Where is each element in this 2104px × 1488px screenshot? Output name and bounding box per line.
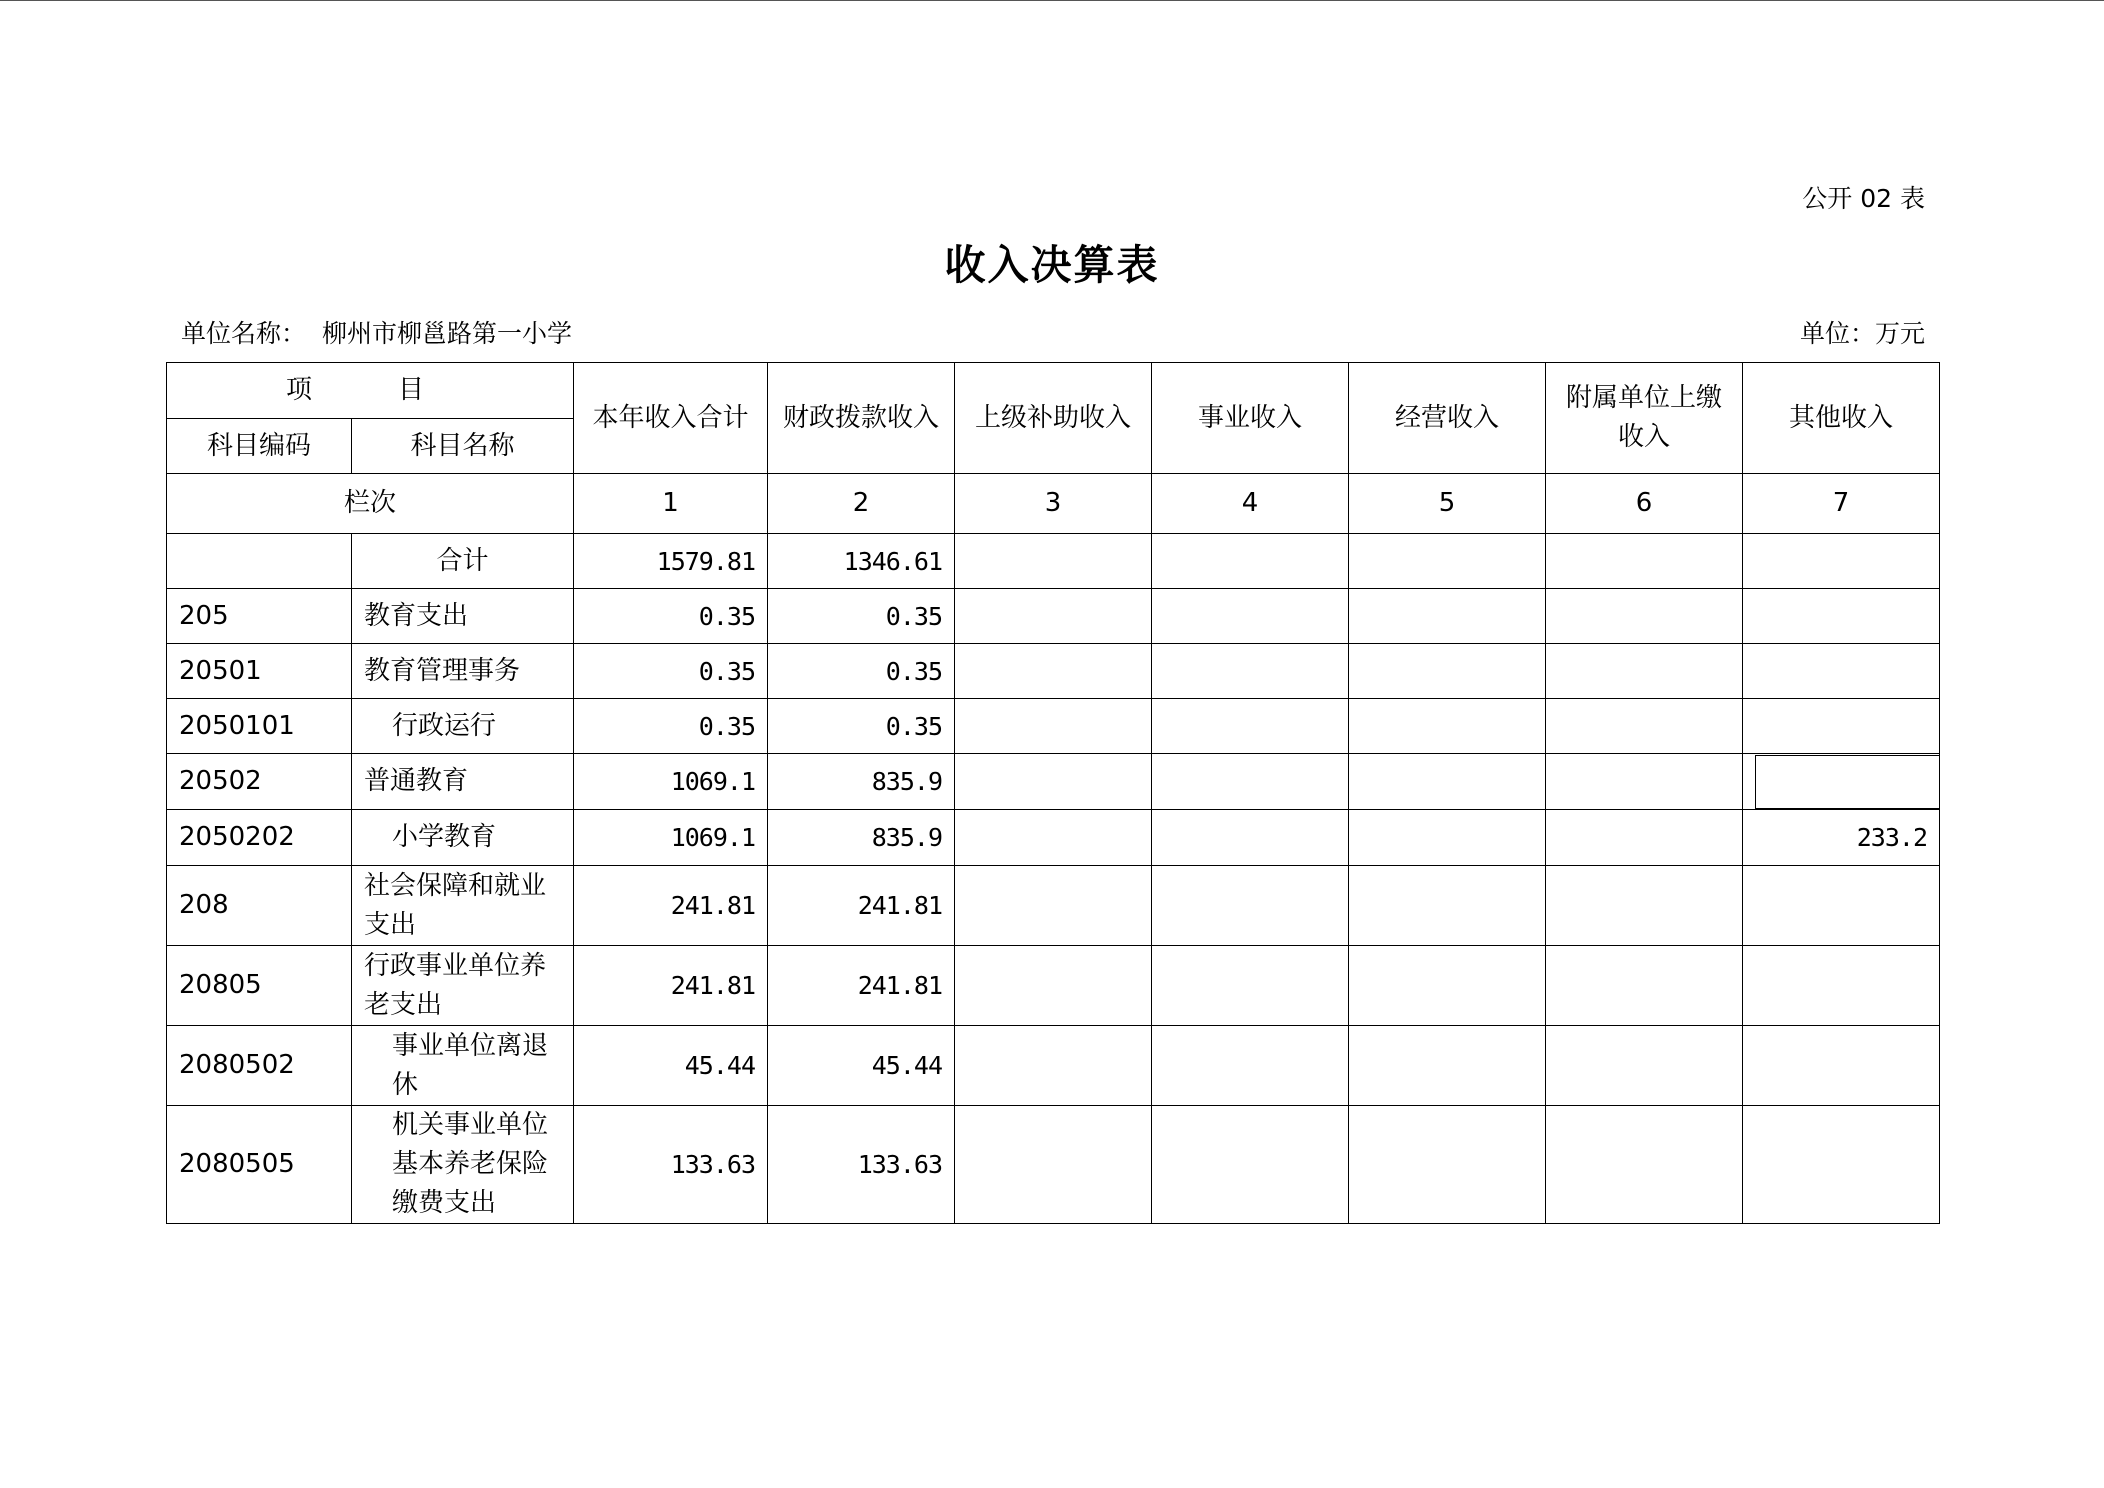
column-index-2: 2 bbox=[768, 474, 955, 534]
row-business-income bbox=[1152, 810, 1349, 866]
row-operating-income bbox=[1349, 1106, 1546, 1224]
row-code: 2080502 bbox=[167, 1026, 352, 1106]
row-superior-income bbox=[955, 946, 1152, 1026]
row-name: 机关事业单位基本养老保险缴费支出 bbox=[352, 1106, 574, 1224]
row-total-income: 1579.81 bbox=[574, 534, 768, 589]
row-superior-income bbox=[955, 1026, 1152, 1106]
row-fiscal-income: 241.81 bbox=[768, 866, 955, 946]
table-row bbox=[167, 946, 1940, 1026]
table-row bbox=[167, 810, 1940, 866]
row-affiliated-income bbox=[1546, 589, 1743, 644]
table-row-total bbox=[167, 534, 1940, 589]
row-name: 社会保障和就业支出 bbox=[352, 866, 574, 946]
row-superior-income bbox=[955, 589, 1152, 644]
row-superior-income bbox=[955, 810, 1152, 866]
column-index-1: 1 bbox=[574, 474, 768, 534]
row-code: 20805 bbox=[167, 946, 352, 1026]
row-operating-income bbox=[1349, 866, 1546, 946]
row-business-income bbox=[1152, 946, 1349, 1026]
row-name: 教育支出 bbox=[352, 589, 574, 644]
row-fiscal-income: 0.35 bbox=[768, 589, 955, 644]
row-affiliated-income bbox=[1546, 866, 1743, 946]
column-header-affiliated: 附属单位上缴收入 bbox=[1546, 363, 1743, 474]
row-superior-income bbox=[955, 644, 1152, 699]
row-total-income: 241.81 bbox=[574, 866, 768, 946]
row-operating-income bbox=[1349, 534, 1546, 589]
top-rule bbox=[0, 0, 2104, 1]
row-superior-income bbox=[955, 534, 1152, 589]
row-superior-income bbox=[955, 699, 1152, 754]
row-fiscal-income: 133.63 bbox=[768, 1106, 955, 1224]
row-affiliated-income bbox=[1546, 946, 1743, 1026]
page-title: 收入决算表 bbox=[944, 241, 1160, 289]
row-fiscal-income: 45.44 bbox=[768, 1026, 955, 1106]
row-business-income bbox=[1152, 1106, 1349, 1224]
column-header-total: 本年收入合计 bbox=[574, 363, 768, 474]
row-total-income: 45.44 bbox=[574, 1026, 768, 1106]
income-final-accounts-table bbox=[166, 362, 1940, 1224]
name-header: 科目名称 bbox=[352, 419, 574, 474]
row-total-income: 0.35 bbox=[574, 644, 768, 699]
row-other-income bbox=[1743, 644, 1940, 699]
row-total-income: 1069.1 bbox=[574, 810, 768, 866]
row-operating-income bbox=[1349, 1026, 1546, 1106]
unit-name-line bbox=[181, 317, 572, 351]
row-business-income bbox=[1152, 1026, 1349, 1106]
row-fiscal-income: 835.9 bbox=[768, 754, 955, 810]
row-code: 208 bbox=[167, 866, 352, 946]
column-index-4: 4 bbox=[1152, 474, 1349, 534]
row-operating-income bbox=[1349, 754, 1546, 810]
row-name: 小学教育 bbox=[352, 810, 574, 866]
column-header-business: 事业收入 bbox=[1152, 363, 1349, 474]
row-affiliated-income bbox=[1546, 1026, 1743, 1106]
row-operating-income bbox=[1349, 946, 1546, 1026]
row-total-income: 241.81 bbox=[574, 946, 768, 1026]
row-business-income bbox=[1152, 866, 1349, 946]
table-row bbox=[167, 1026, 1940, 1106]
form-number: 公开 02 表 bbox=[1802, 184, 1925, 213]
row-affiliated-income bbox=[1546, 534, 1743, 589]
unit-name-label: 单位名称： bbox=[181, 319, 307, 348]
row-operating-income bbox=[1349, 644, 1546, 699]
row-superior-income bbox=[955, 754, 1152, 810]
column-index-label: 栏次 bbox=[167, 474, 574, 534]
row-other-income bbox=[1743, 866, 1940, 946]
column-index-7: 7 bbox=[1743, 474, 1940, 534]
row-total-income: 0.35 bbox=[574, 589, 768, 644]
table-row bbox=[167, 699, 1940, 754]
row-code: 20502 bbox=[167, 754, 352, 810]
row-total-income: 0.35 bbox=[574, 699, 768, 754]
column-header-superior: 上级补助收入 bbox=[955, 363, 1152, 474]
column-index-3: 3 bbox=[955, 474, 1152, 534]
row-affiliated-income bbox=[1546, 644, 1743, 699]
column-header-operating: 经营收入 bbox=[1349, 363, 1546, 474]
row-affiliated-income bbox=[1546, 1106, 1743, 1224]
row-fiscal-income: 1346.61 bbox=[768, 534, 955, 589]
row-name: 教育管理事务 bbox=[352, 644, 574, 699]
row-business-income bbox=[1152, 754, 1349, 810]
row-code: 2050202 bbox=[167, 810, 352, 866]
row-other-income bbox=[1743, 699, 1940, 754]
table-row bbox=[167, 644, 1940, 699]
row-affiliated-income bbox=[1546, 699, 1743, 754]
unit-measure: 单位：万元 bbox=[1799, 319, 1925, 348]
row-operating-income bbox=[1349, 589, 1546, 644]
row-operating-income bbox=[1349, 810, 1546, 866]
row-affiliated-income bbox=[1546, 754, 1743, 810]
row-code: 205 bbox=[167, 589, 352, 644]
header-row-1 bbox=[167, 363, 1940, 419]
table-row bbox=[167, 754, 1940, 810]
inner-cell-box bbox=[1755, 755, 1940, 809]
row-name: 行政事业单位养老支出 bbox=[352, 946, 574, 1026]
row-superior-income bbox=[955, 1106, 1152, 1224]
row-fiscal-income: 241.81 bbox=[768, 946, 955, 1026]
row-business-income bbox=[1152, 644, 1349, 699]
row-other-income bbox=[1743, 589, 1940, 644]
row-superior-income bbox=[955, 866, 1152, 946]
row-fiscal-income: 0.35 bbox=[768, 699, 955, 754]
row-total-income: 1069.1 bbox=[574, 754, 768, 810]
row-code: 2080505 bbox=[167, 1106, 352, 1224]
row-total-income: 133.63 bbox=[574, 1106, 768, 1224]
column-index-6: 6 bbox=[1546, 474, 1743, 534]
row-code: 20501 bbox=[167, 644, 352, 699]
column-index-5: 5 bbox=[1349, 474, 1546, 534]
unit-name: 柳州市柳邕路第一小学 bbox=[322, 319, 573, 348]
row-business-income bbox=[1152, 699, 1349, 754]
row-affiliated-income bbox=[1546, 810, 1743, 866]
row-business-income bbox=[1152, 534, 1349, 589]
row-other-income bbox=[1743, 754, 1940, 810]
row-other-income bbox=[1743, 1026, 1940, 1106]
row-business-income bbox=[1152, 589, 1349, 644]
project-header: 项 目 bbox=[167, 363, 574, 419]
table-row bbox=[167, 1106, 1940, 1224]
row-code: 2050101 bbox=[167, 699, 352, 754]
row-other-income bbox=[1743, 946, 1940, 1026]
code-header: 科目编码 bbox=[167, 419, 352, 474]
table-row bbox=[167, 866, 1940, 946]
row-other-income bbox=[1743, 534, 1940, 589]
row-name: 事业单位离退休 bbox=[352, 1026, 574, 1106]
row-fiscal-income: 835.9 bbox=[768, 810, 955, 866]
column-header-fiscal: 财政拨款收入 bbox=[768, 363, 955, 474]
row-name: 普通教育 bbox=[352, 754, 574, 810]
table-row bbox=[167, 589, 1940, 644]
row-fiscal-income: 0.35 bbox=[768, 644, 955, 699]
row-operating-income bbox=[1349, 699, 1546, 754]
row-code bbox=[167, 534, 352, 589]
column-header-other: 其他收入 bbox=[1743, 363, 1940, 474]
row-name: 合计 bbox=[352, 534, 574, 589]
column-index-row bbox=[167, 474, 1940, 534]
row-other-income bbox=[1743, 1106, 1940, 1224]
row-name: 行政运行 bbox=[352, 699, 574, 754]
row-other-income: 233.2 bbox=[1743, 810, 1940, 866]
